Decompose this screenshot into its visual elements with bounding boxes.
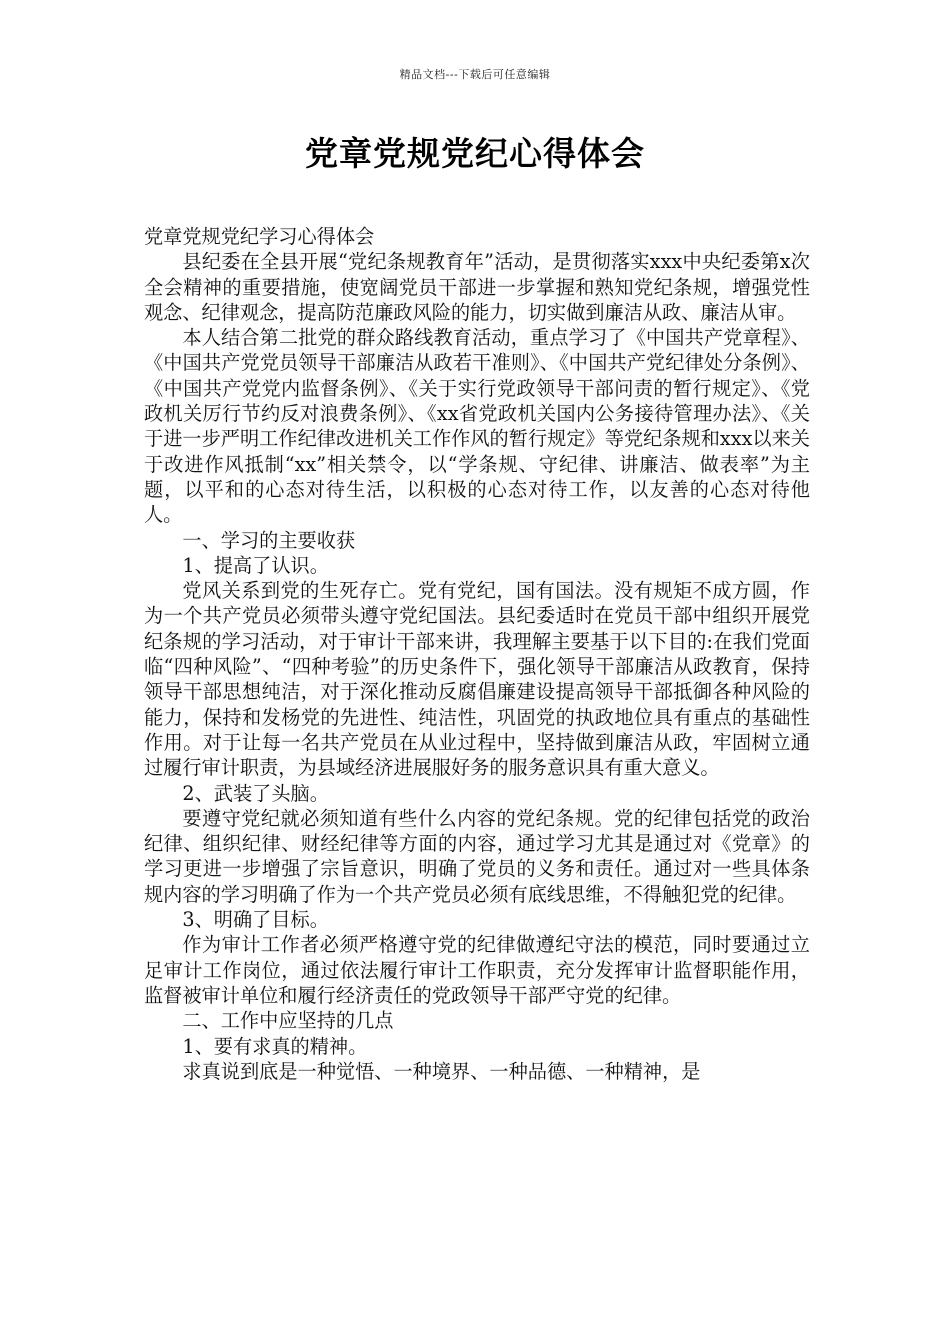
document-title: 党章党规党纪心得体会 (305, 134, 645, 173)
subsection-heading: 1、提高了认识。 (182, 553, 329, 577)
subsection-heading: 3、明确了目标。 (182, 908, 329, 932)
paragraph: 本人结合第二批党的群众路线教育活动，重点学习了《中国共产党章程》、《中国共产党党员领导干部廉洁从政若干准则》、《中国共产党纪律处分条例》、《中国共产党党内监督条例》、《关于实行党政领导干部问责的暂行规定》、《党政机关厉行节约反对浪费条例》、《xx省党政机关国内公务接待管理办法》、《关于进一步严明工作纪律改进机关工作作风的暂行规定》等党纪条规和xxx以来关于改进作风抵制“xx”相关禁令，以“学条规、守纪律、讲廉洁、做表率”为主题，以平和的心态对待生活，以积极的心态对待工作，以友善的心态对待他人。 (144, 326, 810, 527)
paragraph: 党章党规党纪学习心得体会 (144, 225, 375, 248)
paragraph: 作为审计工作者必须严格遵守党的纪律做遵纪守法的模范，同时要通过立足审计工作岗位，通过依法履行审计工作职责，充分发挥审计监督职能作用，监督被审计单位和履行经济责任的党政领导干部严守党的纪律。 (144, 933, 810, 1007)
subsection-heading: 2、武装了头脑。 (182, 781, 329, 805)
paragraph: 要遵守党纪就必须知道有些什么内容的党纪条规。党的纪律包括党的政治纪律、组织纪律、财经纪律等方面的内容，通过学习尤其是通过对《党章》的学习更进一步增强了宗旨意识，明确了党员的义务和责任。通过对一些具体条规内容的学习明确了作为一个共产党员必须有底线思维，不得触犯党的纪律。 (144, 806, 810, 906)
section-heading: 二、工作中应坚持的几点 (182, 1009, 394, 1033)
header-note: 精品文档---下载后可任意编辑 (399, 68, 551, 81)
paragraph: 求真说到底是一种觉悟、一种境界、一种品德、一种精神，是 (182, 1059, 701, 1083)
document-body (144, 224, 810, 1084)
paragraph: 县纪委在全县开展“党纪条规教育年”活动，是贯彻落实xxx中央纪委第x次全会精神的重要措施，使宽阔党员干部进一步掌握和熟知党纪条规，增强党性观念、纪律观念，提高防范廉政风险的能力，切实做到廉洁从政、廉洁从审。 (144, 250, 810, 324)
subsection-heading: 1、要有求真的精神。 (182, 1034, 368, 1058)
paragraph: 党风关系到党的生死存亡。党有党纪，国有国法。没有规矩不成方圆，作为一个共产党员必须带头遵守党纪国法。县纪委适时在党员干部中组织开展党纪条规的学习活动，对于审计干部来讲，我理解主要基于以下目的:在我们党面临“四种风险”、“四种考验”的历史条件下，强化领导干部廉洁从政教育，保持领导干部思想纯洁，对于深化推动反腐倡廉建设提高领导干部抵御各种风险的能力，保持和发杨党的先进性、纯洁性，巩固党的执政地位具有重点的基础性作用。对于让每一名共产党员在从业过程中，坚持做到廉洁从政，牢固树立通过履行审计职责，为县域经济进展服好务的服务意识具有重大意义。 (144, 579, 810, 780)
section-heading: 一、学习的主要收获 (182, 528, 356, 552)
